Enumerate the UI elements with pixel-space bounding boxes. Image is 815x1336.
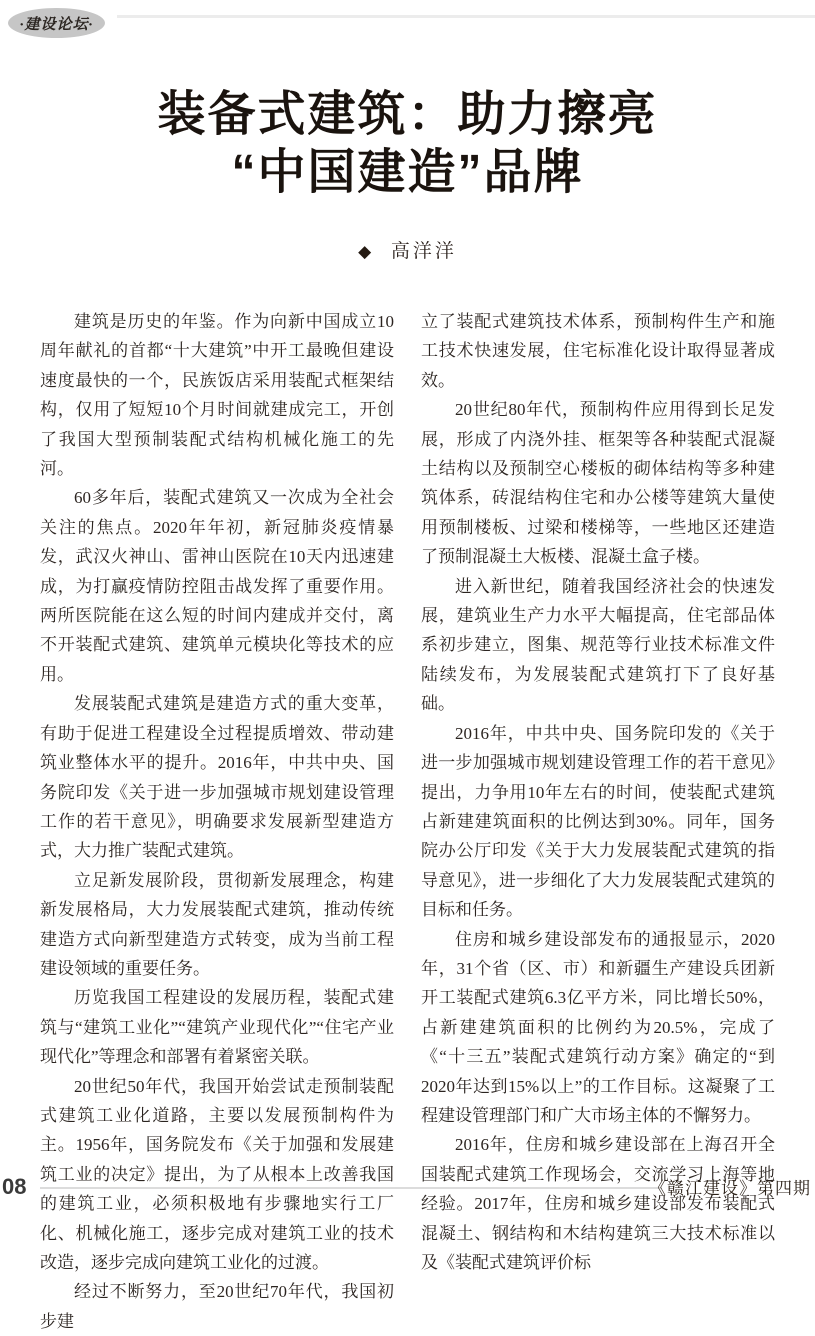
diamond-icon: ◆ bbox=[358, 242, 372, 261]
paragraph: 进入新世纪，随着我国经济社会的快速发展，建筑业生产力水平大幅提高，住宅部品体系初步建立，图集、规范等行业技术标准文件陆续发布，为发展装配式建筑打下了良好基础。 bbox=[421, 576, 775, 714]
paragraph-continuation: 立了装配式建筑技术体系，预制构件生产和施工技术快速发展，住宅标准化设计取得显著成效。 bbox=[421, 312, 775, 390]
paragraph: 2016年，住房和城乡建设部在上海召开全国装配式建筑工作现场会，交流学习上海等地经验。2017年，住房和城乡建设部发布装配式混凝土、钢结构和木结构建筑三大技术标准以及《装配式建筑评价标 bbox=[421, 1135, 775, 1272]
paragraph: 20世纪50年代，我国开始尝试走预制装配式建筑工业化道路，主要以发展预制构件为主。1956年，国务院发布《关于加强和发展建筑工业的决定》提出，为了从根本上改善我国的建筑工业，必须积极地有步骤地实行工厂化、机械化施工，逐步完成对建筑工业的技术改造，逐步完成向建筑工业化的过渡。 bbox=[40, 1076, 394, 1272]
paragraph: 60多年后，装配式建筑又一次成为全社会关注的焦点。2020年年初，新冠肺炎疫情暴发，武汉火神山、雷神山医院在10天内迅速建成，为打赢疫情防控阻击战发挥了重要作用。两所医院能在这么短的时间内建成并交付，离不开装配式建筑、建筑单元模块化等技术的应用。 bbox=[40, 488, 394, 684]
journal-title: 《赣江建设》第四期 bbox=[649, 1179, 811, 1198]
paragraph: 历览我国工程建设的发展历程，装配式建筑与“建筑工业化”“建筑产业现代化”“住宅产业现代化”等理念和部署有着紧密关联。 bbox=[40, 988, 394, 1067]
author-line bbox=[0, 236, 815, 263]
paragraph: 2016年，中共中央、国务院印发的《关于进一步加强城市规划建设管理工作的若干意见》提出，力争用10年左右的时间，使装配式建筑占新建建筑面积的比例达到30%。同年，国务院办公厅印发《关于大力发展装配式建筑的指导意见》，进一步细化了大力发展装配式建筑的目标和任务。 bbox=[421, 723, 775, 920]
paragraph: 住房和城乡建设部发布的通报显示，2020年，31个省（区、市）和新疆生产建设兵团新开工装配式建筑6.3亿平方米，同比增长50%，占新建建筑面积的比例约为20.5%，完成了《“十三五”装配式建筑行动方案》确定的“到2020年达到15%以上”的工作目标。这凝聚了工程建设管理部门和广大市场主体的不懈努力。 bbox=[421, 929, 775, 1125]
top-rule bbox=[117, 15, 815, 18]
page-footer bbox=[0, 1156, 815, 1202]
article-title-line-2: “中国建造”品牌 bbox=[231, 146, 584, 199]
author-name: 高洋洋 bbox=[390, 241, 457, 262]
forum-badge-label: ·建设论坛· bbox=[19, 16, 94, 33]
paragraph: 发展装配式建筑是建造方式的重大变革，有助于促进工程建设全过程提质增效、带动建筑业整体水平的提升。2016年，中共中央、国务院印发《关于进一步加强城市规划建设管理工作的若干意见》，明确要求发展新型建造方式，大力推广装配式建筑。 bbox=[40, 694, 394, 861]
paragraph: 20世纪80年代，预制构件应用得到长足发展，形成了内浇外挂、框架等各种装配式混凝土结构以及预制空心楼板的砌体结构等多种建筑体系，砖混结构住宅和办公楼等建筑大量使用预制楼板、过梁和楼梯等，一些地区还建造了预制混凝土大板楼、混凝土盒子楼。 bbox=[421, 400, 775, 567]
paragraph: 经过不断努力，至20世纪70年代，我国初步建 bbox=[40, 1282, 394, 1331]
paragraph: 建筑是历史的年鉴。作为向新中国成立10周年献礼的首都“十大建筑”中开工最晚但建设速度最快的一个，民族饭店采用装配式框架结构，仅用了短短10个月时间就建成完工，开创了我国大型预制装配式结构机械化施工的先河。 bbox=[40, 312, 394, 479]
page-number: 08 bbox=[2, 1174, 27, 1199]
article-title-line-1: 装备式建筑：助力擦亮 bbox=[157, 88, 658, 141]
footer-rule bbox=[40, 1187, 662, 1189]
paragraph: 立足新发展阶段，贯彻新发展理念，构建新发展格局，大力发展装配式建筑，推动传统建造方式向新型建造方式转变，成为当前工程建设领域的重要任务。 bbox=[40, 870, 394, 978]
article-title bbox=[0, 0, 815, 202]
forum-badge bbox=[8, 8, 105, 38]
